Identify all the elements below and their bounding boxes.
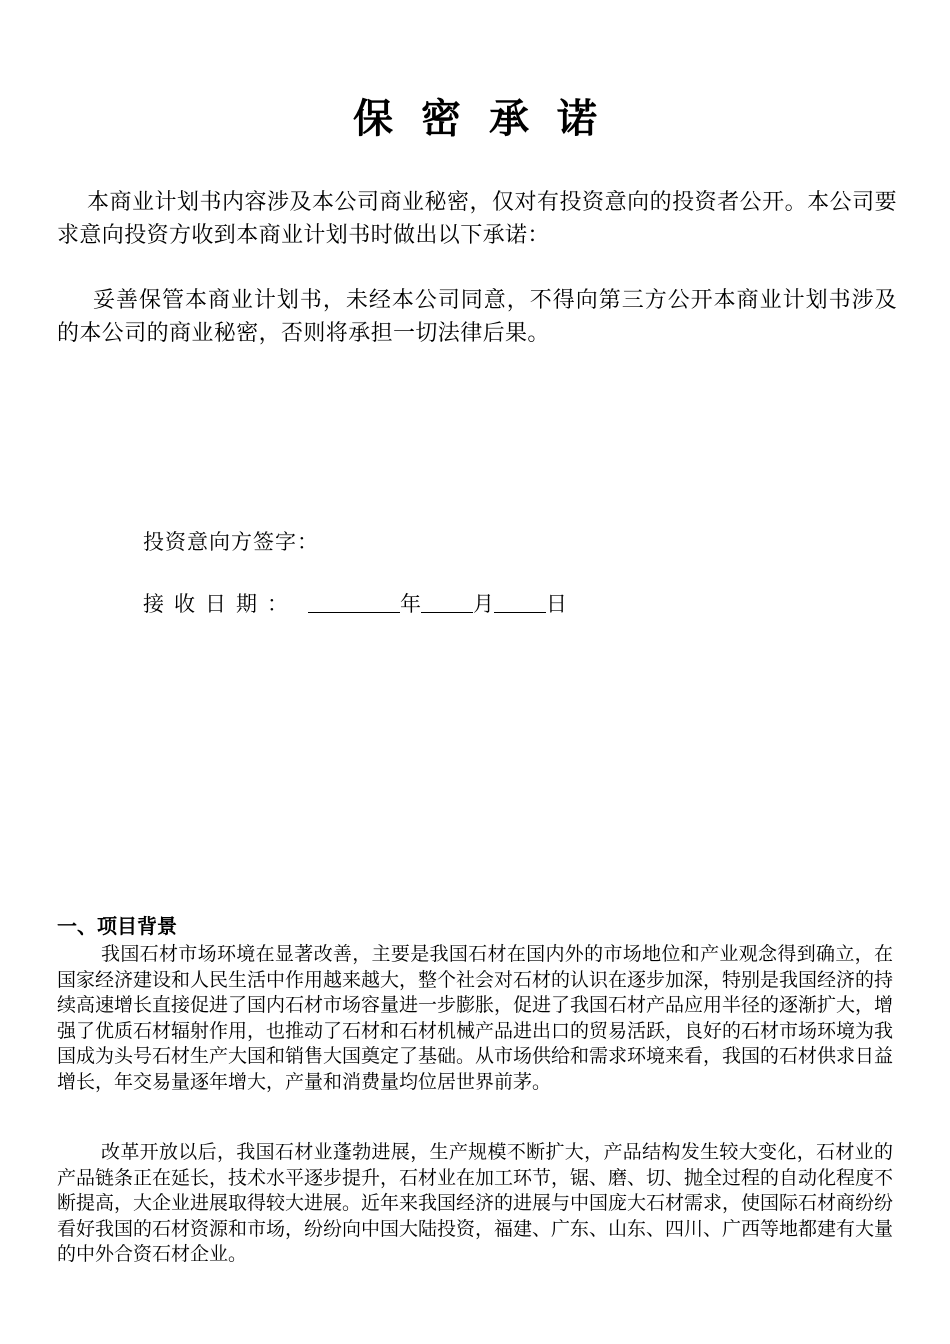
background-paragraph-2: 改革开放以后，我国石材业蓬勃进展，生产规模不断扩大，产品结构发生较大变化，石材业的产品链条正在延长，技术水平逐步提升，石材业在加工环节，锯、磨、切、抛全过程的自动化程度不断提高，大企业进展取得较大进展。近年来我国经济的进展与中国庞大石材需求，使国际石材商纷纷看好我国的石材资源和市场，纷纷向中国大陆投资，福建、广东、山东、四川、广西等地都建有大量的中外合资石材企业。 — [57, 1141, 894, 1266]
month-label: 月 — [473, 592, 494, 616]
year-blank-line — [308, 590, 400, 613]
day-blank-line — [494, 590, 546, 613]
receipt-date-label: 接收日期： — [143, 592, 298, 616]
page-title: 保密承诺 — [353, 95, 625, 142]
month-blank-line — [421, 590, 473, 613]
receipt-date-row — [143, 588, 567, 620]
day-label: 日 — [546, 592, 567, 616]
year-label: 年 — [400, 592, 421, 616]
signature-label: 投资意向方签字： — [143, 530, 319, 554]
section-heading: 一、项目背景 — [57, 913, 177, 938]
commitment-intro-paragraph: 本商业计划书内容涉及本公司商业秘密，仅对有投资意向的投资者公开。本公司要求意向投资方收到本商业计划书时做出以下承诺： — [57, 190, 897, 248]
background-paragraph-1: 我国石材市场环境在显著改善，主要是我国石材在国内外的市场地位和产业观念得到确立，在国家经济建设和人民生活中作用越来越大，整个社会对石材的认识在逐步加深，特别是我国经济的持续高速增长直接促进了国内石材市场容量进一步膨胀，促进了我国石材产品应用半径的逐渐扩大，增强了优质石材辐射作用，也推动了石材和石材机械产品进出口的贸易活跃，良好的石材市场环境为我国成为头号石材生产大国和销售大国奠定了基础。从市场供给和需求环境来看，我国的石材供求日益增长，年交易量逐年增大，产量和消费量均位居世界前茅。 — [57, 943, 894, 1093]
commitment-terms-paragraph: 妥善保管本商业计划书，未经本公司同意，不得向第三方公开本商业计划书涉及的本公司的商业秘密，否则将承担一切法律后果。 — [57, 288, 897, 346]
